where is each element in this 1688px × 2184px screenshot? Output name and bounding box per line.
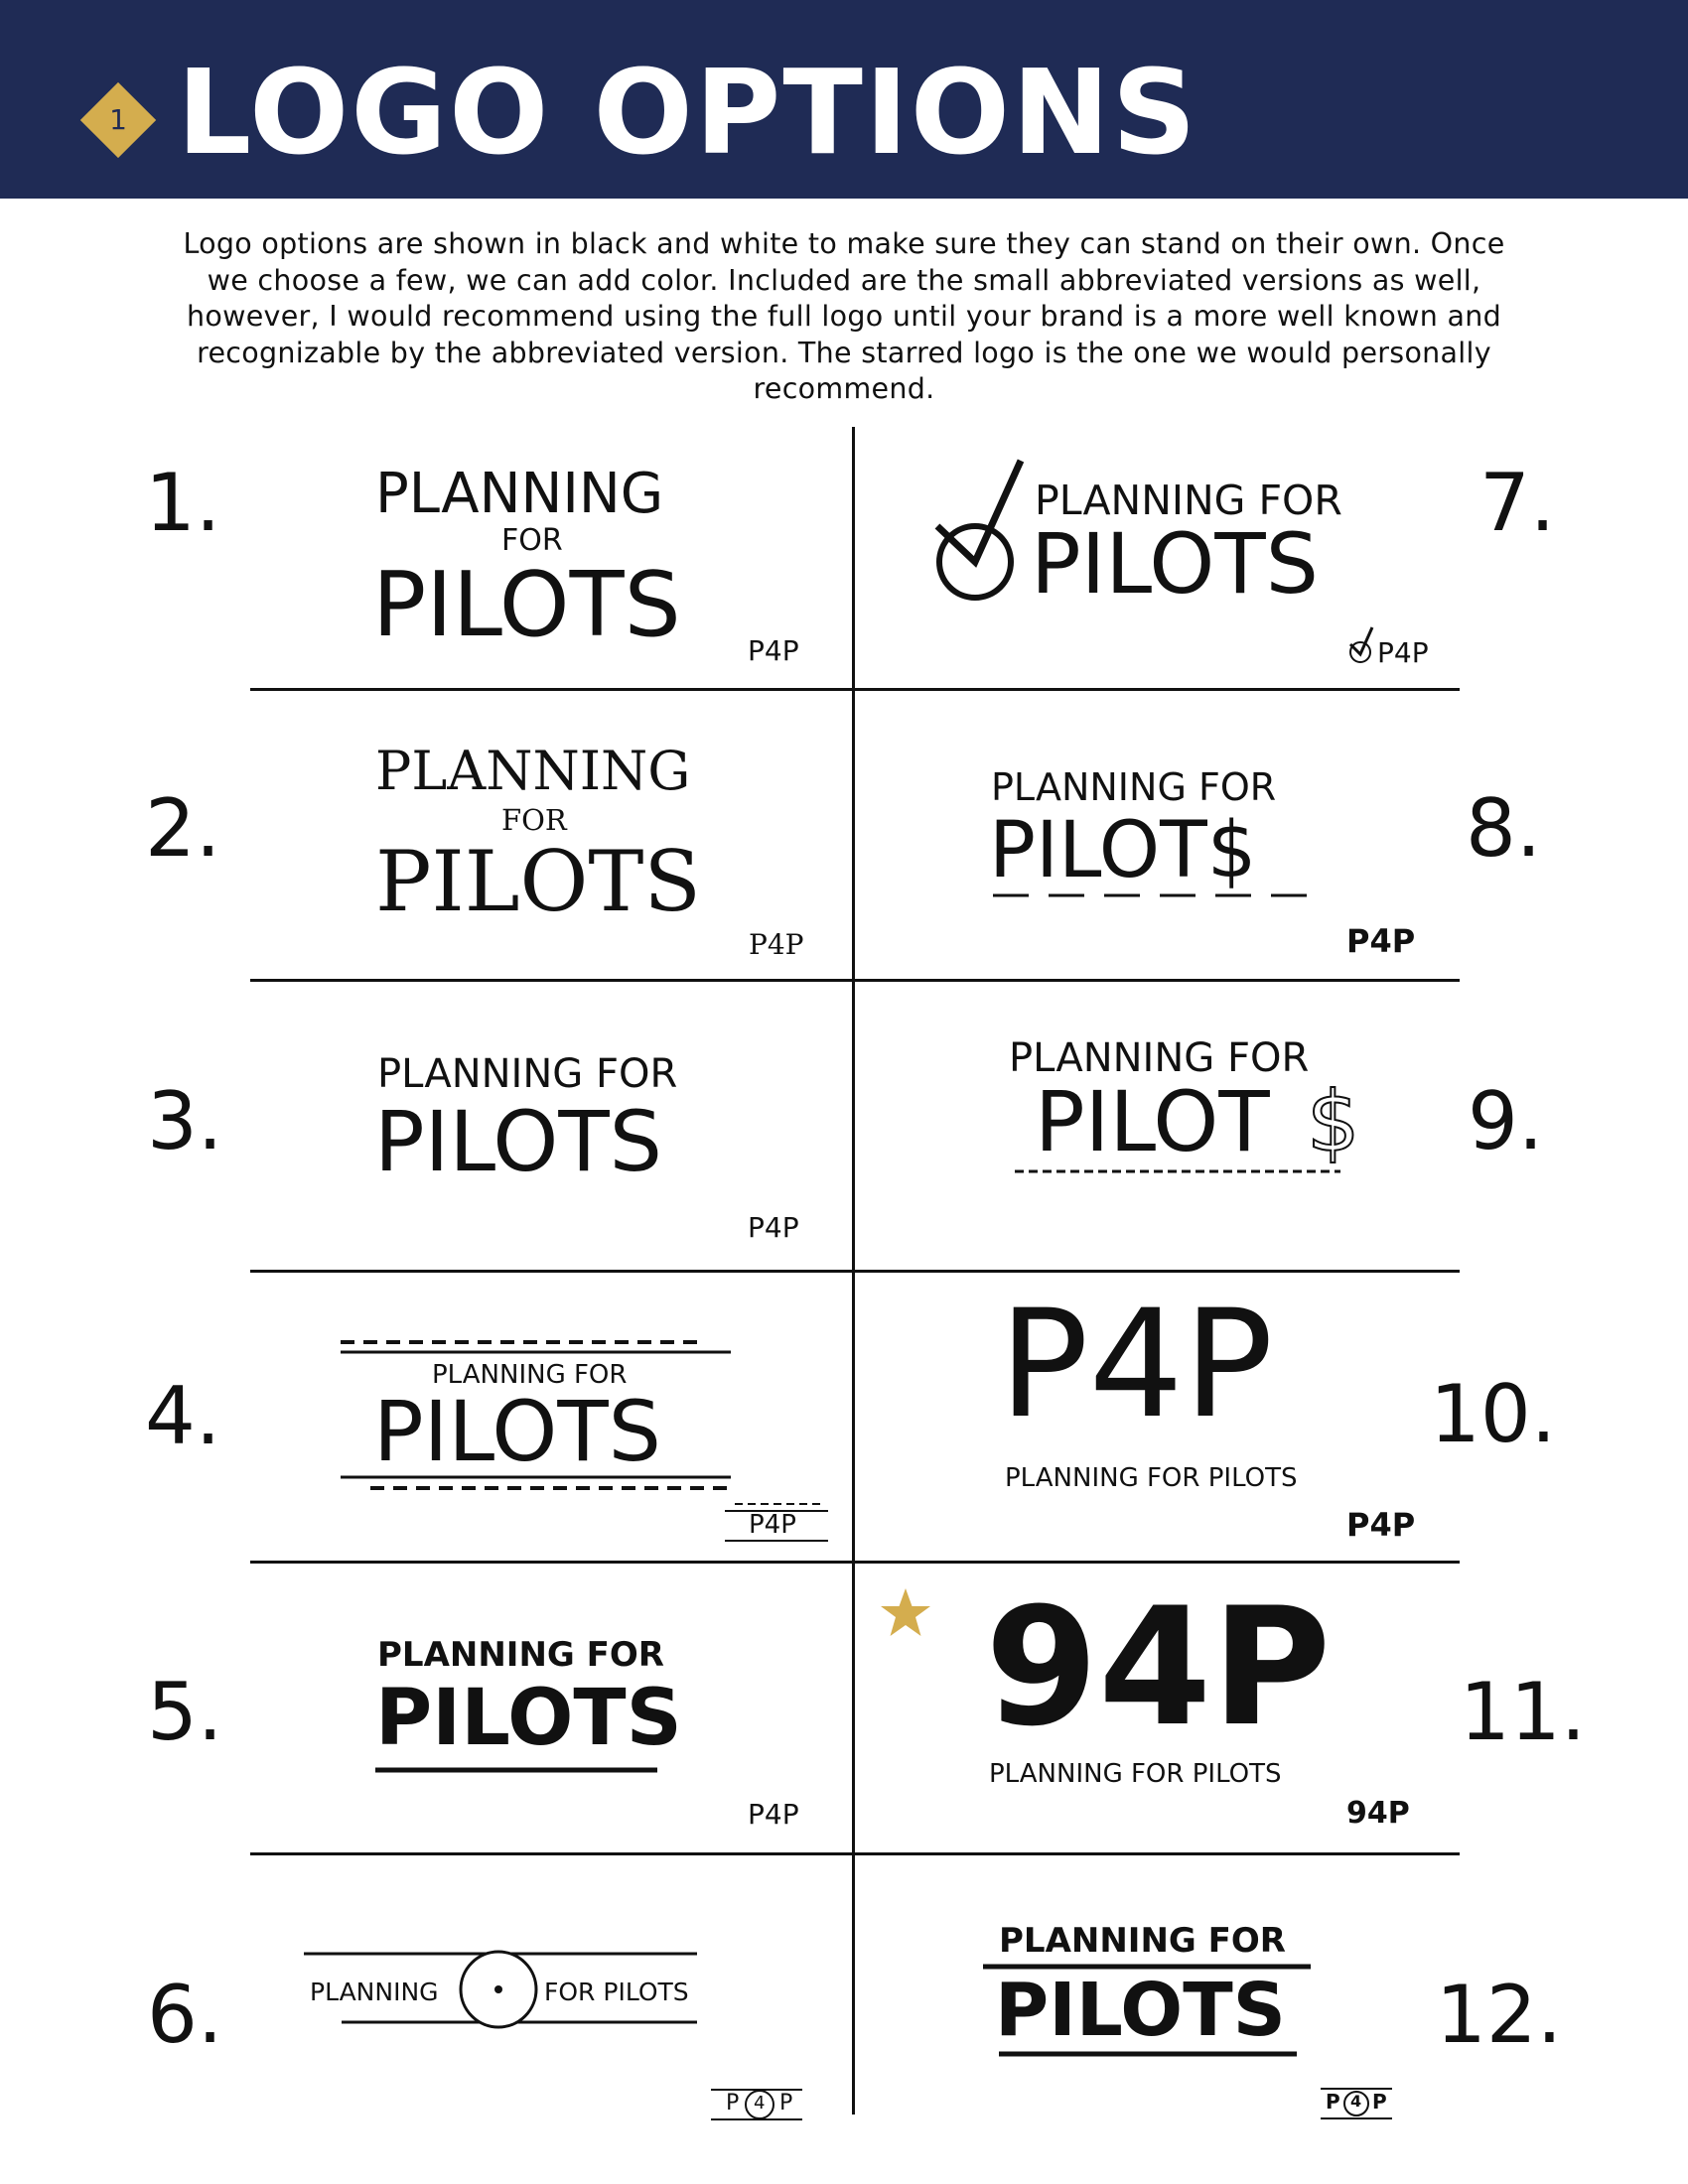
page-header bbox=[0, 0, 1688, 199]
option-number: 12. bbox=[1436, 1969, 1563, 2061]
option-number: 2. bbox=[145, 782, 221, 875]
abbreviated-logo: P4P bbox=[1346, 1506, 1416, 1544]
logo-right-text: FOR PILOTS bbox=[544, 1978, 689, 2006]
star-icon bbox=[878, 1586, 933, 1640]
abbreviated-logo-left: P bbox=[726, 2091, 740, 2116]
logo-left-text: PLANNING bbox=[310, 1978, 439, 2006]
dashed-dollar-glyph: $ bbox=[1307, 1073, 1360, 1170]
grid-divider bbox=[250, 979, 1460, 982]
option-number: 5. bbox=[147, 1666, 223, 1758]
logo-line-1: PLANNING FOR PILOTS bbox=[989, 1759, 1282, 1789]
logo-line-2: PILOT$ bbox=[989, 806, 1257, 895]
abbreviated-logo-mid: 4 bbox=[754, 2093, 766, 2114]
logo-line-2: PILOTS bbox=[1031, 515, 1319, 613]
underline-rule-icon bbox=[999, 2049, 1297, 2059]
logo-line-2: PILOTS bbox=[374, 1093, 662, 1190]
logo-line-1: PLANNING FOR bbox=[377, 1051, 678, 1097]
option-number: 3. bbox=[147, 1075, 223, 1167]
abbreviated-logo-right: P bbox=[779, 2091, 793, 2116]
logo-line-2: PILOTS bbox=[995, 1968, 1286, 2053]
option-number: 4. bbox=[145, 1370, 221, 1462]
abbreviated-logo: P4P bbox=[749, 1510, 796, 1540]
logo-line-1: PLANNING FOR bbox=[1035, 477, 1342, 524]
dashed-underline-icon bbox=[1015, 1167, 1352, 1177]
abbreviated-logo: 94P bbox=[1346, 1796, 1410, 1831]
logo-line-2: FOR bbox=[501, 803, 567, 837]
abbreviated-logo: P4P bbox=[1377, 636, 1429, 669]
abbreviated-logo: P4P bbox=[748, 634, 799, 667]
abbreviated-logo: P4P bbox=[748, 1211, 799, 1244]
option-number: 10. bbox=[1430, 1368, 1557, 1460]
logo-line-1: PLANNING FOR bbox=[999, 1921, 1286, 1961]
logo-line-2: PILOT bbox=[1035, 1073, 1270, 1170]
abbreviated-logo: P4P bbox=[749, 928, 804, 961]
option-number: 7. bbox=[1479, 457, 1556, 549]
abbreviated-logo: P4P bbox=[1346, 922, 1416, 960]
option-number: 9. bbox=[1468, 1075, 1544, 1167]
logo-line-2: FOR bbox=[501, 523, 563, 558]
logo-mark: P4P bbox=[999, 1279, 1274, 1451]
check-circle-icon bbox=[929, 459, 1029, 598]
logo-line-1: PLANNING FOR bbox=[432, 1360, 628, 1390]
logo-line-1: PLANNING FOR bbox=[991, 765, 1277, 809]
logo-line-2: PILOTS bbox=[375, 1674, 682, 1763]
check-circle-small-icon bbox=[1348, 625, 1376, 665]
logo-line-1: PLANNING FOR bbox=[377, 1635, 664, 1675]
abbreviated-logo-mid: 4 bbox=[1350, 2092, 1362, 2111]
option-number: 11. bbox=[1460, 1666, 1587, 1758]
option-number: 6. bbox=[147, 1969, 223, 2061]
logo-line-3: PILOTS bbox=[375, 833, 701, 930]
step-number: 1 bbox=[109, 103, 127, 136]
logo-line-2: PILOTS bbox=[373, 1383, 661, 1480]
grid-divider bbox=[250, 1270, 1460, 1273]
abbreviated-logo-right: P bbox=[1372, 2090, 1387, 2114]
abbreviated-logo-left: P bbox=[1326, 2090, 1340, 2114]
logo-line-1: PLANNING FOR PILOTS bbox=[1005, 1463, 1298, 1493]
underline-rule-icon bbox=[375, 1765, 657, 1775]
intro-paragraph: Logo options are shown in black and white to make sure they can stand on their own. Once we choose a few, we can add color. Included are the small abbreviated versions as well, however, I would recommend using the full logo until your brand is a more well known and recognizable by the abbreviated version. The starred logo is the one we would personally recommend. bbox=[183, 227, 1505, 405]
logo-line-1: PLANNING bbox=[375, 462, 664, 526]
logo-line-1: PLANNING bbox=[375, 740, 691, 802]
grid-divider bbox=[250, 1561, 1460, 1564]
abbreviated-logo: P4P bbox=[748, 1798, 799, 1831]
dashed-underline-icon bbox=[993, 890, 1307, 900]
option-number: 8. bbox=[1466, 782, 1542, 875]
option-number: 1. bbox=[145, 457, 221, 549]
logo-mark: 94P bbox=[985, 1572, 1332, 1762]
grid-divider bbox=[250, 1852, 1460, 1855]
logo-line-3: PILOTS bbox=[372, 553, 681, 657]
page-title: LOGO OPTIONS bbox=[177, 44, 1198, 181]
grid-divider bbox=[250, 688, 1460, 691]
logo-line-1: PLANNING FOR bbox=[1009, 1035, 1310, 1081]
